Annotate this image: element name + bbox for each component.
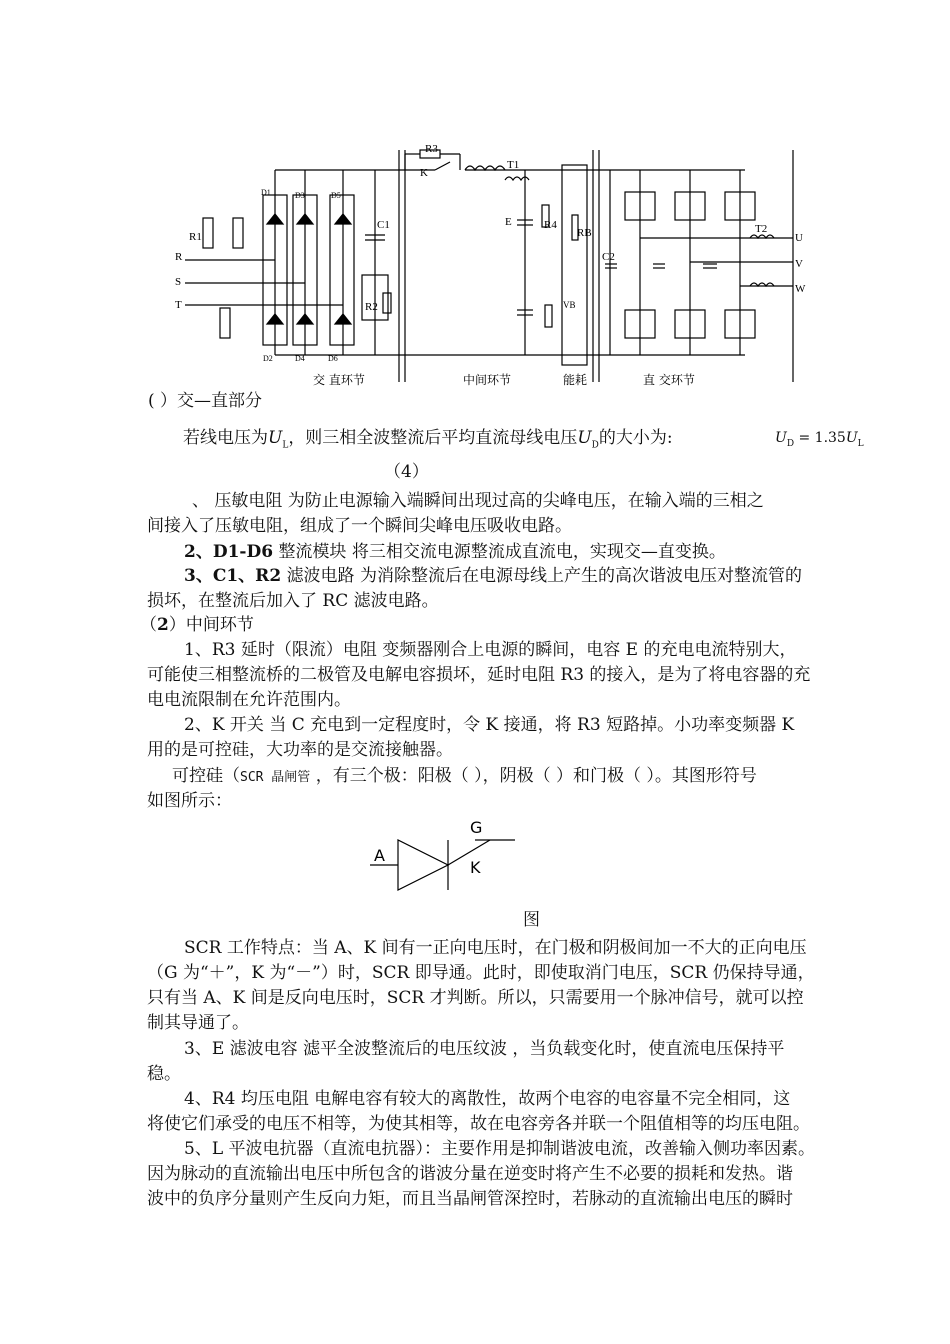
scr-k: K	[470, 858, 481, 877]
p6-pre: 可控硅（	[172, 766, 240, 786]
h2-post: ）中间环节	[168, 615, 254, 635]
h2-pre: （	[140, 615, 157, 635]
para-3b: 损坏，在整流后加入了 RC 滤波电路。	[147, 591, 439, 611]
para-2-bold: 2、D1-D6	[184, 542, 274, 562]
figure-caption: 图	[523, 910, 540, 930]
eq-d: D	[786, 438, 795, 449]
para-8b: 稳。	[147, 1064, 181, 1084]
label-e: E	[505, 216, 512, 228]
para-2-rest: 整流模块 将三相交流电源整流成直流电，实现交—直变换。	[278, 542, 726, 562]
para-4a: 1、R3 延时（限流）电阻 变频器刚合上电源的瞬间，电容 E 的充电电流特别大，	[184, 640, 797, 660]
para-9a: 4、R4 均压电阻 电解电容有较大的离散性，故两个电容的电容量不完全相同，这	[184, 1089, 791, 1109]
label-r1: R1	[189, 231, 202, 243]
para-7c: 只有当 A、K 间是反向电压时，SCR 才判断。所以，只需要用一个脉冲信号，就可以控	[147, 988, 804, 1008]
scr-symbol	[370, 815, 520, 895]
para-10b: 因为脉动的直流输出电压中所包含的谐波分量在逆变时将产生不必要的损耗和发热。谐	[147, 1164, 793, 1184]
para-3-bold: 3、C1、R2	[184, 566, 282, 586]
p6-mono: SCR 晶闸管	[240, 770, 311, 785]
equation	[775, 426, 864, 457]
scr-g: G	[470, 818, 483, 837]
p6-post: ，有三个极：阳极（ ），阴极（ ）和门极（ ）。其图形符号	[315, 766, 757, 786]
eq-l: L	[857, 438, 864, 449]
formula-post: 的大小为:	[598, 428, 673, 448]
eq-u: U	[775, 430, 787, 446]
equation-number: （4）	[384, 462, 429, 482]
para-6a	[172, 764, 757, 790]
label-t: T	[175, 299, 182, 311]
label-d4: D4	[295, 354, 305, 363]
para-10a: 5、L 平波电抗器（直流电抗器）：主要作用是抑制谐波电流，改善输入侧功率因素。	[184, 1139, 816, 1159]
eq-u2: U	[845, 430, 858, 446]
para-7a: SCR 工作特点：当 A、K 间有一正向电压时，在门极和阴极间加一不大的正向电压	[184, 938, 807, 958]
para-6b: 如图所示：	[147, 791, 232, 811]
formula-ud: U	[577, 428, 592, 448]
formula-d: D	[591, 440, 599, 451]
label-w: W	[795, 283, 806, 295]
formula-line	[183, 426, 673, 458]
para-8a: 3、E 滤波电容 滤平全波整流后的电压纹波 ，当负载变化时，使直流电压保持平	[184, 1039, 785, 1059]
para-3a	[184, 564, 802, 589]
h2-num: 2	[157, 615, 169, 635]
label-v: V	[795, 258, 803, 270]
label-rb: RB	[577, 227, 592, 239]
scr-a: A	[374, 846, 385, 865]
label-r4: R4	[544, 219, 557, 231]
eq-rhs: = 1.35	[798, 430, 846, 446]
para-1b: 间接入了压敏电阻，组成了一个瞬间尖峰电压吸收电路。	[147, 516, 572, 536]
formula-ul: U	[268, 428, 283, 448]
label-r3: R3	[425, 143, 438, 155]
formula-mid: ，则三相全波整流后平均直流母线电压	[288, 428, 578, 448]
section-braking: 能耗	[563, 373, 588, 387]
formula-l: L	[282, 440, 289, 451]
label-t1: T1	[507, 159, 520, 171]
section-rectifier: 交 直环节	[313, 373, 365, 387]
heading-intermediate	[140, 613, 254, 638]
para-5a: 2、K 开关 当 C 充电到一定程度时，令 K 接通，将 R3 短路掉。小功率变频器 K	[184, 715, 795, 735]
label-c2: C2	[602, 251, 615, 263]
para-7d: 制其导通了。	[147, 1013, 249, 1033]
para-2	[184, 540, 726, 565]
para-7b: （G 为“＋”，K 为“－”）时，SCR 即导通。此时，即使取消门电压，SCR 仍保持导通，	[147, 963, 815, 983]
para-1a: 、 压敏电阻 为防止电源输入端瞬间出现过高的尖峰电压，在输入端的三相之	[192, 491, 764, 511]
label-d3: D3	[295, 191, 305, 200]
label-vb: VB	[563, 300, 576, 310]
para-4c: 电电流限制在允许范围内。	[147, 690, 351, 710]
label-r: R	[175, 251, 183, 263]
inverter-circuit-diagram	[165, 140, 815, 390]
label-t2: T2	[755, 223, 768, 235]
para-9b: 将使它们承受的电压不相等，为使其相等，故在电容旁各并联一个阻值相等的均压电阻。	[147, 1114, 810, 1134]
heading-ac-dc: ( ）交—直部分	[148, 391, 263, 411]
section-intermediate: 中间环节	[463, 373, 512, 387]
label-r2: R2	[365, 301, 378, 313]
label-d2: D2	[263, 354, 273, 363]
para-3-rest: 滤波电路 为消除整流后在电源母线上产生的高次谐波电压对整流管的	[286, 566, 802, 586]
para-4b: 可能使三相整流桥的二极管及电解电容损坏，延时电阻 R3 的接入，是为了将电容器的充	[147, 665, 811, 685]
label-k: K	[420, 167, 428, 179]
label-d1: D1	[261, 188, 271, 197]
label-c1: C1	[377, 219, 390, 231]
para-5b: 用的是可控硅，大功率的是交流接触器。	[147, 740, 453, 760]
formula-pre: 若线电压为	[183, 428, 268, 448]
para-10c: 波中的负序分量则产生反向力矩，而且当晶闸管深控时，若脉动的直流输出电压的瞬时	[147, 1189, 793, 1209]
label-d5: D5	[331, 191, 341, 200]
label-s: S	[175, 276, 182, 288]
section-inverter: 直 交环节	[643, 373, 695, 387]
label-u: U	[795, 232, 803, 244]
label-d6: D6	[328, 354, 338, 363]
